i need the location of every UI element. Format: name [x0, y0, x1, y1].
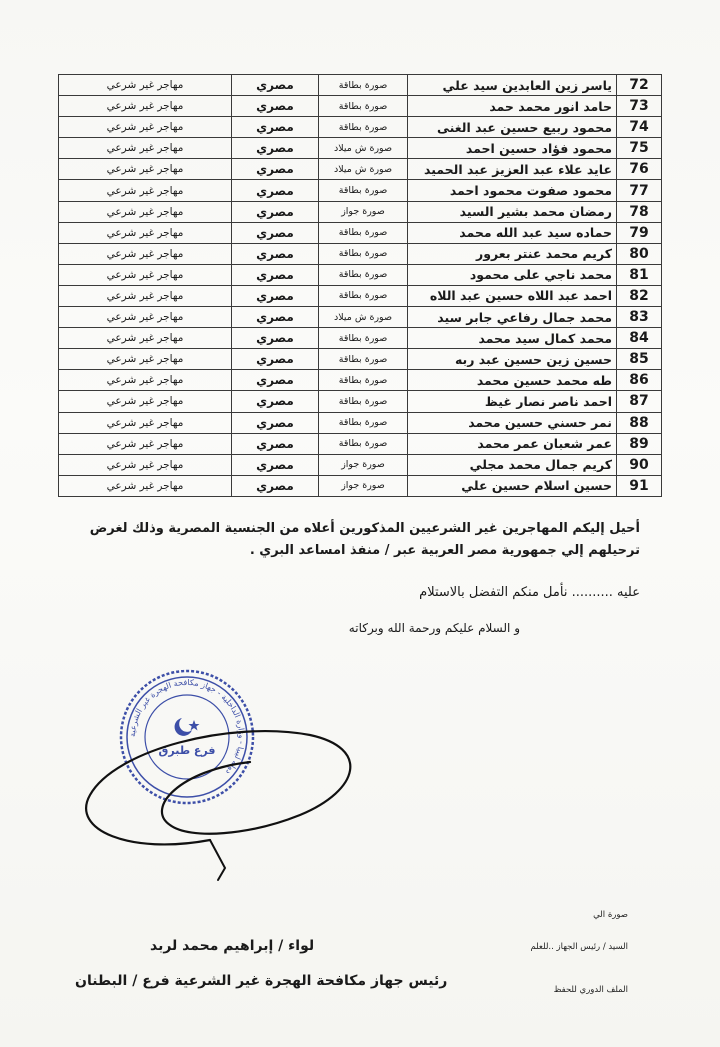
table-row — [59, 433, 662, 454]
row-number: 75 — [617, 138, 662, 159]
migrant-name: احمد عبد اللاه حسين عبد اللاه — [408, 285, 617, 306]
migrant-name: رمضان محمد بشير السيد — [408, 201, 617, 222]
row-number: 85 — [617, 349, 662, 370]
nationality: مصري — [232, 307, 319, 328]
request-line: عليه .......... نأمل منكم التفضل بالاستلام — [419, 585, 640, 600]
migrant-name: حسين اسلام حسين علي — [408, 475, 617, 496]
nationality: مصري — [232, 412, 319, 433]
row-number: 90 — [617, 454, 662, 475]
row-number: 84 — [617, 328, 662, 349]
table-row — [59, 475, 662, 496]
nationality: مصري — [232, 117, 319, 138]
table-row — [59, 307, 662, 328]
migrant-status: مهاجر غير شرعي — [59, 180, 232, 201]
migrant-status: مهاجر غير شرعي — [59, 391, 232, 412]
document-type: صورة بطاقة — [319, 349, 408, 370]
migrant-name: عمر شعبان عمر محمد — [408, 433, 617, 454]
nationality: مصري — [232, 391, 319, 412]
row-number: 72 — [617, 75, 662, 96]
row-number: 82 — [617, 285, 662, 306]
row-number: 79 — [617, 222, 662, 243]
migrant-status: مهاجر غير شرعي — [59, 370, 232, 391]
signatory-title: رئيس جهاز مكافحة الهجرة غير الشرعية فرع / البطنان — [75, 973, 448, 989]
table-row — [59, 391, 662, 412]
row-number: 83 — [617, 307, 662, 328]
table-row — [59, 412, 662, 433]
copies-heading: صورة الي — [593, 910, 628, 920]
document-type: صورة بطاقة — [319, 433, 408, 454]
migrant-name: حماده سيد عبد الله محمد — [408, 222, 617, 243]
migrant-name: حسين زين حسين عبد ربه — [408, 349, 617, 370]
migrant-status: مهاجر غير شرعي — [59, 285, 232, 306]
document-type: صورة ش ميلاد — [319, 307, 408, 328]
document-type: صورة بطاقة — [319, 117, 408, 138]
migrant-status: مهاجر غير شرعي — [59, 349, 232, 370]
row-number: 74 — [617, 117, 662, 138]
closing-greeting: و السلام عليكم ورحمة الله وبركاته — [348, 621, 520, 635]
nationality: مصري — [232, 328, 319, 349]
migrant-status: مهاجر غير شرعي — [59, 117, 232, 138]
document-type: صورة ش ميلاد — [319, 138, 408, 159]
migrant-status: مهاجر غير شرعي — [59, 243, 232, 264]
migrant-name: محمد ناجي على محمود — [408, 264, 617, 285]
row-number: 89 — [617, 433, 662, 454]
document-type: صورة بطاقة — [319, 180, 408, 201]
document-type: صورة بطاقة — [319, 412, 408, 433]
document-type: صورة جواز — [319, 201, 408, 222]
row-number: 76 — [617, 159, 662, 180]
migrants-table-body — [59, 75, 662, 497]
migrant-name: حامد انور محمد حمد — [408, 96, 617, 117]
nationality: مصري — [232, 159, 319, 180]
migrant-status: مهاجر غير شرعي — [59, 264, 232, 285]
nationality: مصري — [232, 433, 319, 454]
migrant-status: مهاجر غير شرعي — [59, 475, 232, 496]
row-number: 88 — [617, 412, 662, 433]
table-row — [59, 370, 662, 391]
migrants-table — [58, 74, 662, 497]
document-type: صورة بطاقة — [319, 222, 408, 243]
migrant-name: محمود ربيع حسين عبد الغنى — [408, 117, 617, 138]
migrant-name: كريم محمد عنتر بعرور — [408, 243, 617, 264]
transfer-paragraph: أحيل إليكم المهاجرين غير الشرعيين المذكورين أعلاه من الجنسية المصرية وذلك لغرض ترحيلهم إلي جمهورية مصر العربية عبر / منفذ امساعد البري . — [89, 521, 640, 558]
nationality: مصري — [232, 349, 319, 370]
table-row — [59, 285, 662, 306]
nationality: مصري — [232, 370, 319, 391]
migrant-status: مهاجر غير شرعي — [59, 433, 232, 454]
table-row — [59, 349, 662, 370]
table-row — [59, 328, 662, 349]
document-type: صورة بطاقة — [319, 328, 408, 349]
row-number: 86 — [617, 370, 662, 391]
migrant-name: محمد جمال رفاعي جابر سيد — [408, 307, 617, 328]
migrant-name: كريم جمال محمد مجلي — [408, 454, 617, 475]
copy-line-file: الملف الدوري للحفظ — [553, 985, 628, 995]
document-type: صورة بطاقة — [319, 285, 408, 306]
document-type: صورة بطاقة — [319, 96, 408, 117]
migrant-status: مهاجر غير شرعي — [59, 454, 232, 475]
nationality: مصري — [232, 454, 319, 475]
document-type: صورة جواز — [319, 475, 408, 496]
nationality: مصري — [232, 264, 319, 285]
document-type: صورة بطاقة — [319, 243, 408, 264]
document-type: صورة بطاقة — [319, 75, 408, 96]
row-number: 80 — [617, 243, 662, 264]
document-type: صورة بطاقة — [319, 370, 408, 391]
nationality: مصري — [232, 285, 319, 306]
row-number: 73 — [617, 96, 662, 117]
migrant-status: مهاجر غير شرعي — [59, 75, 232, 96]
document-type: صورة بطاقة — [319, 264, 408, 285]
document-type: صورة بطاقة — [319, 391, 408, 412]
migrant-name: محمود فؤاد حسين احمد — [408, 138, 617, 159]
handwritten-signature — [50, 690, 380, 890]
nationality: مصري — [232, 180, 319, 201]
nationality: مصري — [232, 243, 319, 264]
migrant-status: مهاجر غير شرعي — [59, 222, 232, 243]
row-number: 81 — [617, 264, 662, 285]
migrant-name: ياسر زين العابدين سيد علي — [408, 75, 617, 96]
table-row — [59, 180, 662, 201]
nationality: مصري — [232, 222, 319, 243]
nationality: مصري — [232, 75, 319, 96]
table-row — [59, 264, 662, 285]
migrant-status: مهاجر غير شرعي — [59, 138, 232, 159]
row-number: 77 — [617, 180, 662, 201]
stamp-outer-text: دولة ليبيا - وزارة الداخلية - جهاز مكافحة الهجرة غير الشرعية — [127, 677, 247, 777]
migrant-name: محمد كمال سيد محمد — [408, 328, 617, 349]
document-type: صورة ش ميلاد — [319, 159, 408, 180]
row-number: 91 — [617, 475, 662, 496]
table-row — [59, 96, 662, 117]
migrant-status: مهاجر غير شرعي — [59, 201, 232, 222]
migrant-status: مهاجر غير شرعي — [59, 412, 232, 433]
stamp-inner-text: فرع طبرق — [158, 744, 216, 757]
migrant-status: مهاجر غير شرعي — [59, 328, 232, 349]
table-row — [59, 159, 662, 180]
document-type: صورة جواز — [319, 454, 408, 475]
table-row — [59, 454, 662, 475]
migrant-status: مهاجر غير شرعي — [59, 159, 232, 180]
row-number: 87 — [617, 391, 662, 412]
migrants-table-container — [58, 74, 662, 497]
row-number: 78 — [617, 201, 662, 222]
table-row — [59, 201, 662, 222]
nationality: مصري — [232, 475, 319, 496]
migrant-name: طه محمد حسين محمد — [408, 370, 617, 391]
nationality: مصري — [232, 201, 319, 222]
signatory-name: لواء / إبراهيم محمد لربد — [150, 938, 315, 954]
table-row — [59, 75, 662, 96]
migrant-name: نمر حسني حسين محمد — [408, 412, 617, 433]
table-row — [59, 222, 662, 243]
table-row — [59, 243, 662, 264]
table-row — [59, 117, 662, 138]
migrant-name: احمد ناصر نصار غيظ — [408, 391, 617, 412]
nationality: مصري — [232, 138, 319, 159]
migrant-status: مهاجر غير شرعي — [59, 96, 232, 117]
migrant-status: مهاجر غير شرعي — [59, 307, 232, 328]
migrant-name: محمود صفوت محمود احمد — [408, 180, 617, 201]
nationality: مصري — [232, 96, 319, 117]
copy-line-chief: السيد / رئيس الجهاز ..للعلم — [530, 942, 628, 952]
migrant-name: عايد علاء عبد العزيز عبد الحميد — [408, 159, 617, 180]
table-row — [59, 138, 662, 159]
